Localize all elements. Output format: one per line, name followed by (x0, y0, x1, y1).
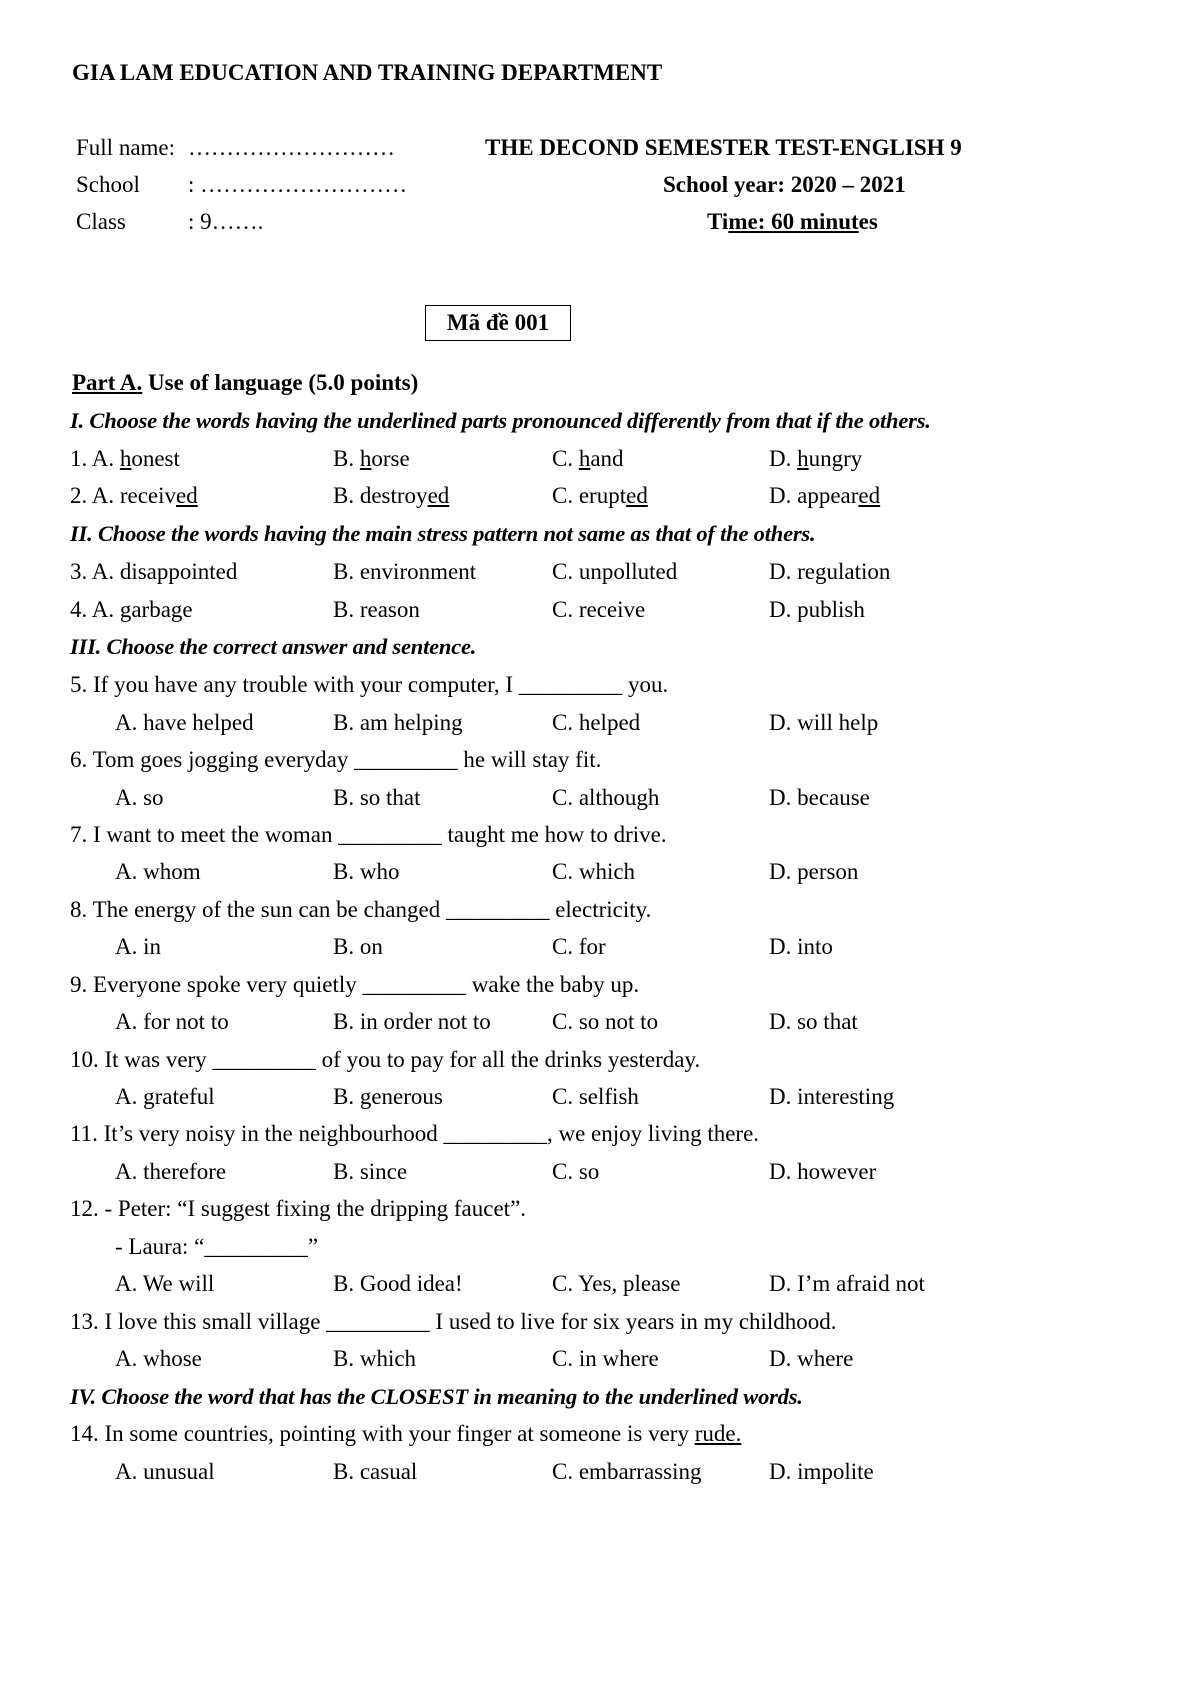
q8-stem: 8. The energy of the sun can be changed _________ electricity. (70, 897, 652, 922)
q10-option-d: D. interesting (769, 1084, 895, 1109)
section-3-heading: III. Choose the correct answer and sentence. (70, 634, 477, 659)
q3-option-d: D. regulation (769, 559, 891, 584)
q2-option-d: D. appeared (769, 483, 881, 508)
class-value: : 9……. (188, 209, 264, 234)
q4-option-d: D. publish (769, 597, 865, 622)
q7-option-a: A. whom (115, 859, 201, 884)
q10-option-a: A. grateful (115, 1084, 215, 1109)
test-title: THE DECOND SEMESTER TEST-ENGLISH 9 (485, 135, 962, 160)
school-label: School (76, 172, 140, 197)
full-name-value: ……………………… (188, 135, 395, 160)
q2-option-a: 2. A. received (70, 483, 198, 508)
part-a-heading: Part A. Use of language (5.0 points) (72, 370, 419, 395)
school-line (76, 172, 407, 198)
full-name-line (76, 135, 395, 161)
q8-option-a: A. in (115, 934, 161, 959)
q14-option-b: B. casual (333, 1459, 418, 1484)
q12-stem: 12. - Peter: “I suggest fixing the dripping faucet”. (70, 1196, 527, 1221)
q12-option-a: A. We will (115, 1271, 215, 1296)
q4-option-b: B. reason (333, 597, 420, 622)
q8-option-c: C. for (552, 934, 606, 959)
q13-stem: 13. I love this small village _________ I used to live for six years in my childhood. (70, 1309, 837, 1334)
class-line (76, 209, 263, 235)
q3-option-a: 3. A. disappointed (70, 559, 238, 584)
q11-option-c: C. so (552, 1159, 600, 1184)
q9-option-a: A. for not to (115, 1009, 229, 1034)
q7-stem: 7. I want to meet the woman _________ taught me how to drive. (70, 822, 667, 847)
q7-option-d: D. person (769, 859, 859, 884)
q3-option-b: B. environment (333, 559, 477, 584)
q11-option-d: D. however (769, 1159, 877, 1184)
q6-option-c: C. although (552, 785, 660, 810)
q9-option-b: B. in order not to (333, 1009, 491, 1034)
q2-option-c: C. erupted (552, 483, 648, 508)
q13-option-a: A. whose (115, 1346, 202, 1371)
section-1-heading: I. Choose the words having the underlined parts pronounced differently from that if the others. (70, 408, 931, 433)
q12-option-b: B. Good idea! (333, 1271, 463, 1296)
q14-option-d: D. impolite (769, 1459, 874, 1484)
q13-option-c: C. in where (552, 1346, 659, 1371)
q14-option-c: C. embarrassing (552, 1459, 702, 1484)
school-year: School year: 2020 – 2021 (663, 172, 906, 197)
exam-code: Mã đề 001 (446, 310, 550, 335)
q13-option-d: D. where (769, 1346, 854, 1371)
full-name-label: Full name: (76, 135, 176, 160)
q6-option-a: A. so (115, 785, 164, 810)
q3-option-c: C. unpolluted (552, 559, 678, 584)
q8-option-b: B. on (333, 934, 383, 959)
q6-stem: 6. Tom goes jogging everyday _________ he will stay fit. (70, 747, 602, 772)
department-title: GIA LAM EDUCATION AND TRAINING DEPARTMENT (72, 60, 663, 85)
q12-option-c: C. Yes, please (552, 1271, 681, 1296)
q5-option-a: A. have helped (115, 710, 254, 735)
section-4-heading: IV. Choose the word that has the CLOSEST in meaning to the underlined words. (70, 1384, 803, 1409)
q11-option-b: B. since (333, 1159, 408, 1184)
q9-option-c: C. so not to (552, 1009, 659, 1034)
q5-option-c: C. helped (552, 710, 641, 735)
section-2-heading: II. Choose the words having the main stress pattern not same as that of the others. (70, 521, 816, 546)
q11-option-a: A. therefore (115, 1159, 227, 1184)
q12-option-d: D. I’m afraid not (769, 1271, 925, 1296)
q8-option-d: D. into (769, 934, 833, 959)
q4-option-a: 4. A. garbage (70, 597, 193, 622)
q13-option-b: B. which (333, 1346, 417, 1371)
q7-option-b: B. who (333, 859, 400, 884)
q5-option-d: D. will help (769, 710, 879, 735)
class-label: Class (76, 209, 126, 234)
exam-code-box (425, 305, 571, 341)
school-value: : ……………………… (188, 172, 408, 197)
time-limit: Time: 60 minutes (707, 209, 878, 234)
q11-stem: 11. It’s very noisy in the neighbourhood _________, we enjoy living there. (70, 1121, 760, 1146)
q12-stem-reply: - Laura: “_________” (115, 1234, 319, 1259)
q6-option-d: D. because (769, 785, 870, 810)
q1-option-c: C. hand (552, 446, 624, 471)
q10-stem: 10. It was very _________ of you to pay for all the drinks yesterday. (70, 1047, 701, 1072)
q2-option-b: B. destroyed (333, 483, 450, 508)
q1-option-b: B. horse (333, 446, 410, 471)
q6-option-b: B. so that (333, 785, 421, 810)
q10-option-b: B. generous (333, 1084, 443, 1109)
q1-option-d: D. hungry (769, 446, 863, 471)
q4-option-c: C. receive (552, 597, 646, 622)
q10-option-c: C. selfish (552, 1084, 639, 1109)
q5-option-b: B. am helping (333, 710, 463, 735)
q5-stem: 5. If you have any trouble with your computer, I _________ you. (70, 672, 669, 697)
q14-stem: 14. In some countries, pointing with your finger at someone is very rude. (70, 1421, 742, 1446)
q9-stem: 9. Everyone spoke very quietly _________ wake the baby up. (70, 972, 640, 997)
q9-option-d: D. so that (769, 1009, 858, 1034)
q14-option-a: A. unusual (115, 1459, 215, 1484)
q1-option-a: 1. A. honest (70, 446, 180, 471)
q7-option-c: C. which (552, 859, 636, 884)
